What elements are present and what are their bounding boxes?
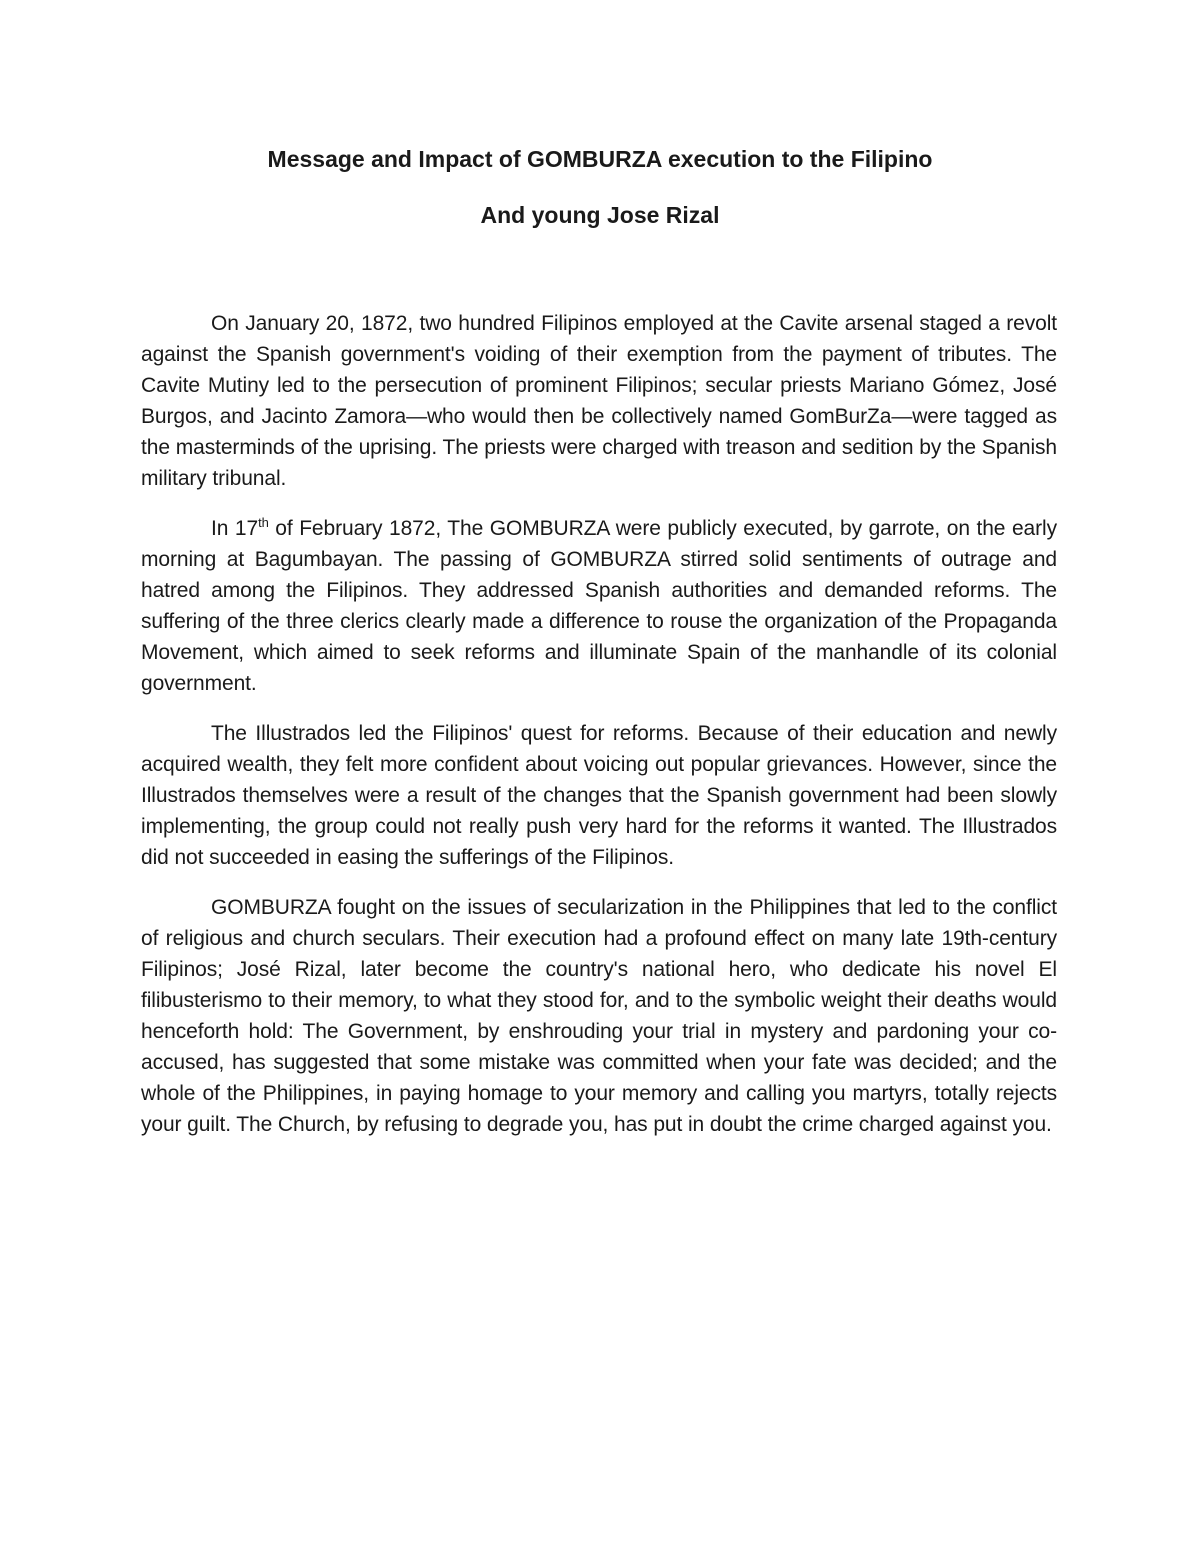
- paragraph-text: GOMBURZA fought on the issues of secularization in the Philippines that led to the conflict of religious and church seculars. Their execution had a profound effect on many late 19th-century Filipinos; José Rizal, later become the country's national hero, who dedicate his novel El filibusterismo to their memory, to what they stood for, and to the symbolic weight their deaths would henceforth hold: The Government, by enshrouding your trial in mystery and pardoning your co-accused, has suggested that some mistake was committed when your fate was decided; and the whole of the Philippines, in paying homage to your memory and calling you martyrs, totally rejects your guilt. The Church, by refusing to degrade you, has put in doubt the crime charged against you.: [141, 896, 1057, 1136]
- paragraph-text: On January 20, 1872, two hundred Filipinos employed at the Cavite arsenal staged a revolt against the Spanish government's voiding of their exemption from the payment of tributes. The Cavite Mutiny led to the persecution of prominent Filipinos; secular priests Mariano Gómez, José Burgos, and Jacinto Zamora—who would then be collectively named GomBurZa—were tagged as the masterminds of the uprising. The priests were charged with treason and sedition by the Spanish military tribunal.: [141, 312, 1057, 490]
- paragraph-rizal-impact: [141, 892, 1057, 1140]
- paragraph-text: The Illustrados led the Filipinos' quest for reforms. Because of their education and newly acquired wealth, they felt more confident about voicing out popular grievances. However, since the Illustrados themselves were a result of the changes that the Spanish government had been slowly implementing, the group could not really push very hard for the reforms it wanted. The Illustrados did not succeeded in easing the sufferings of the Filipinos.: [141, 722, 1057, 869]
- paragraph-lead: In 17: [211, 517, 259, 540]
- ordinal-superscript: th: [258, 515, 269, 530]
- paragraph-execution: [141, 513, 1057, 699]
- document-title-line-1: Message and Impact of GOMBURZA execution to the Filipino: [267, 146, 933, 172]
- paragraph-text: of February 1872, The GOMBURZA were publicly executed, by garrote, on the early morning at Bagumbayan. The passing of GOMBURZA stirred solid sentiments of outrage and hatred among the Filipinos. They addressed Spanish authorities and demanded reforms. The suffering of the three clerics clearly made a difference to rouse the organization of the Propaganda Movement, which aimed to seek reforms and illuminate Spain of the manhandle of its colonial government.: [141, 517, 1057, 695]
- paragraph-cavite-mutiny: [141, 308, 1057, 494]
- document-title-line-2: And young Jose Rizal: [480, 202, 720, 228]
- document-body: [141, 308, 1057, 1159]
- paragraph-illustrados: [141, 718, 1057, 873]
